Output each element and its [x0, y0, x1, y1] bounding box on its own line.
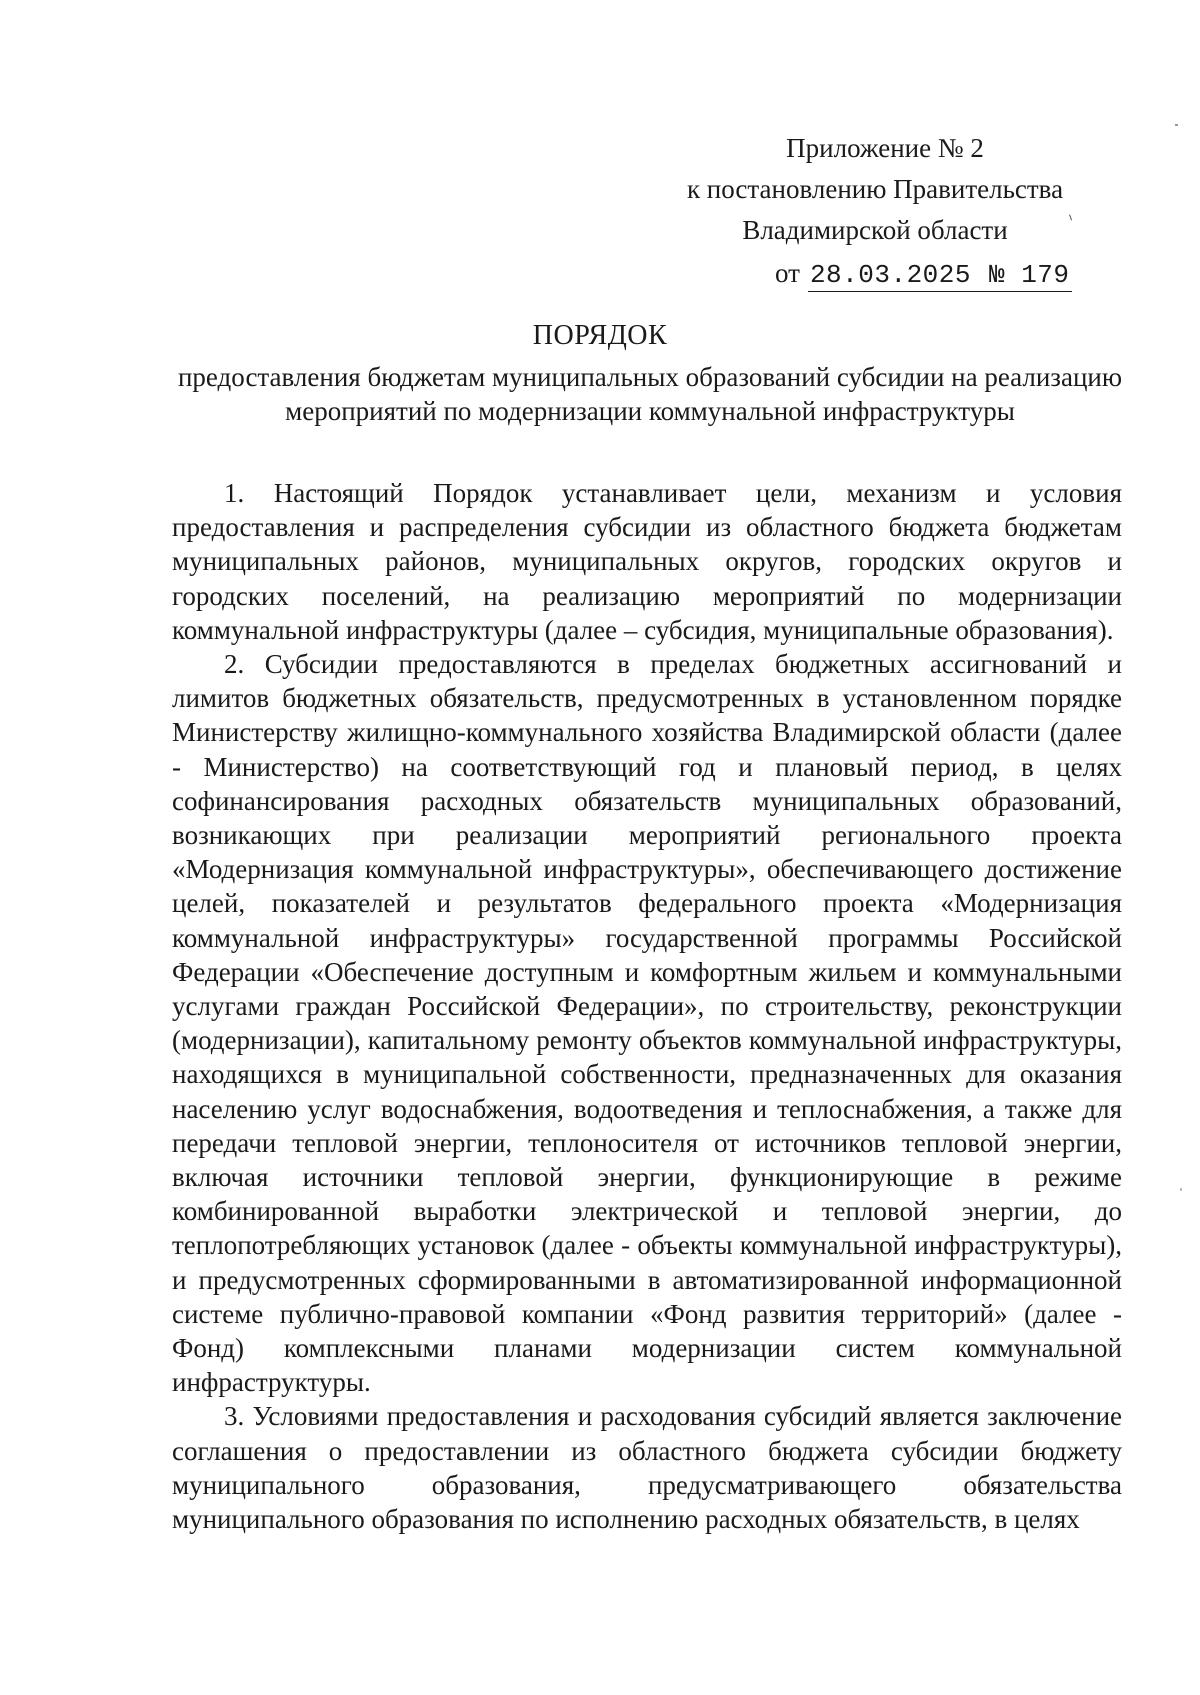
scan-speck [1180, 1188, 1182, 1191]
paragraph-3: 3. Условиями предоставления и расходования субсидий является заключение соглашения о предоставлении из областного бюджета субсидии бюджету муниципального образования, предусматривающего обязательства муниципального образования по исполнению расходных обязательств, в целях [172, 1401, 1122, 1535]
scan-speck [1175, 124, 1178, 126]
paragraph-1: 1. Настоящий Порядок устанавливает цели, механизм и условия предоставления и распределения субсидии из областного бюджета бюджетам муниципальных районов, муниципальных округов, городских округов и городских поселений, на реализацию мероприятий по модернизации коммунальной инфраструктуры (далее – субсидия, муниципальные образования). [172, 478, 1122, 645]
document-title: ПОРЯДОК [532, 320, 668, 351]
number-sign: № [988, 260, 1006, 290]
appendix-decree-ref: к постановлению Правительства [686, 174, 1064, 204]
from-label: от [775, 258, 800, 288]
decree-fill-field [808, 260, 1072, 292]
document-body [172, 476, 1122, 1536]
appendix-number: Приложение № 2 [786, 133, 984, 163]
decree-date: 28.03.2025 [809, 260, 971, 290]
document-subtitle: предоставления бюджетам муниципальных образований субсидии на реализацию мероприятий по модернизации коммунальной инфраструктуры [177, 362, 1123, 426]
decree-date-number [775, 258, 1072, 292]
appendix-region: Владимирской области [742, 215, 1008, 245]
paragraph-2: 2. Субсидии предоставляются в пределах бюджетных ассигнований и лимитов бюджетных обязательств, предусмотренных в установленном порядке Министерству жилищно-коммунального хозяйства Владимирской области (далее - Министерство) на соответствующий год и плановый период, в целях софинансирования расходных обязательств муниципальных образований, возникающих при реализации мероприятий регионального проекта «Модернизация коммунальной инфраструктуры», обеспечивающего достижение целей, показателей и результатов федерального проекта «Модернизация коммунальной инфраструктуры» государственной программы Российской Федерации «Обеспечение доступным и комфортным жильем и коммунальными услугами граждан Российской Федерации», по строительству, реконструкции (модернизации), капитальному ремонту объектов коммунальной инфраструктуры, находящихся в муниципальной собственности, предназначенных для оказания населению услуг водоснабжения, водоотведения и теплоснабжения, а также для передачи тепловой энергии, теплоносителя от источников тепловой энергии, включая источники тепловой энергии, функционирующие в режиме комбинированной выработки электрической и тепловой энергии, до теплопотребляющих установок (далее - объекты коммунальной инфраструктуры), и предусмотренных сформированными в автоматизированной информационной системе публично-правовой компании «Фонд развития территорий» (далее - Фонд) комплексными планами модернизации систем коммунальной инфраструктуры. [172, 649, 1122, 1398]
appendix-header [640, 128, 1110, 251]
decree-number: 179 [1021, 260, 1070, 290]
